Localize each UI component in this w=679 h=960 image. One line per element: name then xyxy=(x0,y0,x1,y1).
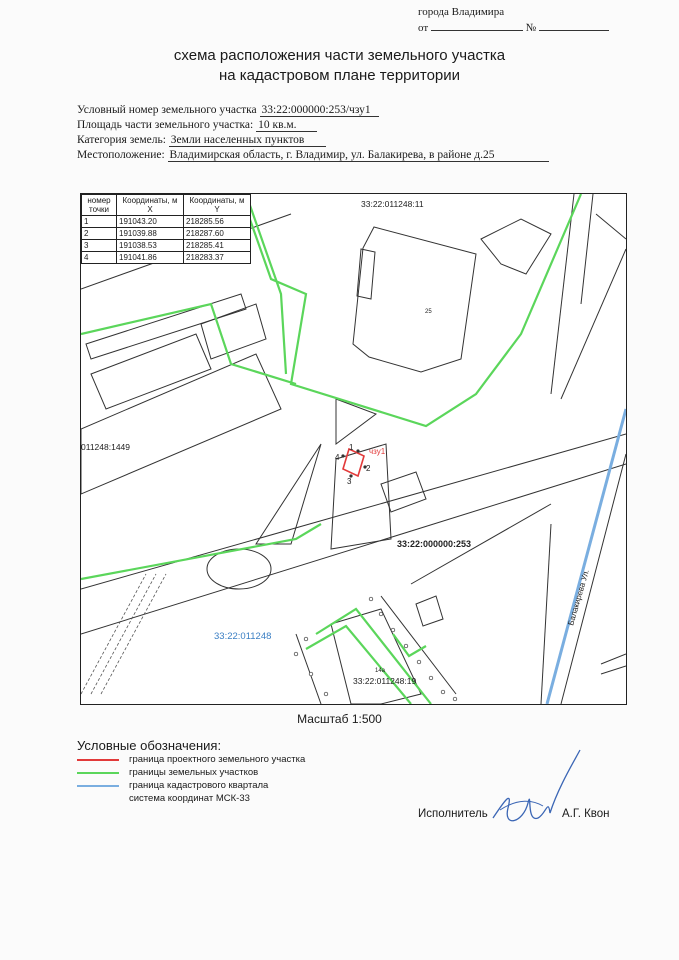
location-value: Владимирская область, г. Владимир, ул. Балакирева, в районе д.25 xyxy=(168,149,550,162)
label-building-14a: 14а xyxy=(375,668,386,674)
title-line1: схема расположения части земельного участка xyxy=(173,47,506,64)
map-drawing xyxy=(81,194,626,704)
from-label: от xyxy=(418,22,429,34)
cell-x: 191038.53 xyxy=(117,240,184,252)
info-cond-number xyxy=(77,103,379,117)
cell-x: 191039.88 xyxy=(117,228,184,240)
base-lines xyxy=(81,194,626,704)
line-lr2 xyxy=(561,454,626,704)
table-row xyxy=(82,240,251,252)
cell-n: 1 xyxy=(82,216,117,228)
cell-y: 218285.56 xyxy=(184,216,251,228)
project-part-boundary xyxy=(343,449,364,476)
number-blank xyxy=(539,20,609,31)
legend-swatch-red xyxy=(77,759,119,761)
label-quarter-blue: 33:22:011248 xyxy=(214,631,272,642)
number-label: № xyxy=(525,22,537,34)
road-edge-bottom xyxy=(81,464,626,634)
legend-label: граница кадастрового квартала xyxy=(129,780,269,791)
coord-system-label: система координат МСК-33 xyxy=(129,793,250,804)
parcel-boundaries xyxy=(81,194,581,704)
legend-title: Условные обозначения: xyxy=(77,738,222,753)
legend-swatch-green xyxy=(77,772,119,774)
category-value: Земли населенных пунктов xyxy=(169,134,327,147)
label-parcel-19: 33:22:011248:19 xyxy=(353,676,417,686)
info-area xyxy=(77,118,317,132)
cell-n: 2 xyxy=(82,228,117,240)
cell-y: 218285.41 xyxy=(184,240,251,252)
header-date-number xyxy=(418,20,609,34)
label-parcel-1449: 011248:1449 xyxy=(81,442,131,452)
executor-name: А.Г. Квон xyxy=(562,808,610,820)
cell-n: 3 xyxy=(82,240,117,252)
header-city: города Владимира xyxy=(418,6,505,18)
legend-item-project xyxy=(77,754,377,766)
legend-item-quarter xyxy=(77,780,377,792)
legend-item-parcels xyxy=(77,767,377,779)
category-label: Категория земель: xyxy=(77,134,166,146)
dashed-lines xyxy=(81,574,166,694)
cond-number-label: Условный номер земельного участка xyxy=(77,104,257,116)
line-bot4 xyxy=(601,666,626,674)
legend-coord-system xyxy=(77,793,377,805)
header-coord-y: Координаты, м Y xyxy=(184,195,251,216)
road-edge-top xyxy=(81,434,626,589)
building-left-top xyxy=(201,304,266,359)
label-road-parcel: 33:22:000000:253 xyxy=(397,539,472,549)
line-bot3 xyxy=(601,654,626,664)
line-ur1 xyxy=(551,194,574,394)
building-left-big xyxy=(81,354,281,494)
date-blank xyxy=(431,20,523,31)
legend-label: границы земельных участков xyxy=(129,767,259,778)
building-small-bottom xyxy=(416,596,443,626)
island-north xyxy=(336,399,376,444)
dashed-1 xyxy=(81,574,146,694)
table-row xyxy=(82,228,251,240)
coordinates-table xyxy=(81,194,251,264)
line-ur2 xyxy=(581,194,593,304)
area-value: 10 кв.м. xyxy=(256,119,316,132)
roundabout xyxy=(207,549,271,589)
label-quarter-top: 33:22:011248:11 xyxy=(361,199,424,209)
line-lr1 xyxy=(541,524,551,704)
table-row xyxy=(82,216,251,228)
label-building-25: 25 xyxy=(425,309,432,315)
info-category xyxy=(77,133,326,147)
label-point4: 4 xyxy=(335,453,340,462)
cell-y: 218283.37 xyxy=(184,252,251,264)
line-ur3 xyxy=(561,249,626,399)
map-scale: Масштаб 1:500 xyxy=(297,712,382,726)
cell-x: 191043.20 xyxy=(117,216,184,228)
label-chzu1: чзу1 xyxy=(369,447,386,456)
label-point2: 2 xyxy=(366,464,371,473)
building-25-annex xyxy=(357,249,375,299)
dashed-2 xyxy=(91,574,156,694)
cond-number-value: 33:22:000000:253/чзу1 xyxy=(260,104,379,117)
building-upper-right xyxy=(481,219,551,274)
table-row xyxy=(82,252,251,264)
building-14a xyxy=(331,609,421,704)
parcel-19-outer xyxy=(316,609,431,704)
building-left-small xyxy=(91,334,211,409)
label-point3: 3 xyxy=(347,477,352,486)
dashed-3 xyxy=(101,574,166,694)
location-label: Местоположение: xyxy=(77,149,165,161)
parcel-25-boundary xyxy=(241,194,581,426)
info-location xyxy=(77,148,549,162)
island-south xyxy=(331,444,391,549)
signature-mark xyxy=(488,748,588,833)
executor-label: Исполнитель xyxy=(418,808,488,820)
table-header-row xyxy=(82,195,251,216)
cell-x: 191041.86 xyxy=(117,252,184,264)
area-label: Площадь части земельного участка: xyxy=(77,119,254,131)
line-bot1 xyxy=(296,634,321,704)
title-line2: на кадастровом плане территории xyxy=(218,67,461,84)
header-coord-x: Координаты, м X xyxy=(117,195,184,216)
label-point1: 1 xyxy=(349,443,354,452)
header-point-number: номер точки xyxy=(82,195,117,216)
cell-n: 4 xyxy=(82,252,117,264)
cadastral-map xyxy=(80,193,627,705)
legend-swatch-blue xyxy=(77,785,119,787)
legend-label: граница проектного земельного участка xyxy=(129,754,306,765)
line-ur4 xyxy=(596,214,626,239)
cell-y: 218287.60 xyxy=(184,228,251,240)
label-street: Балакирева Ул. xyxy=(566,568,591,627)
